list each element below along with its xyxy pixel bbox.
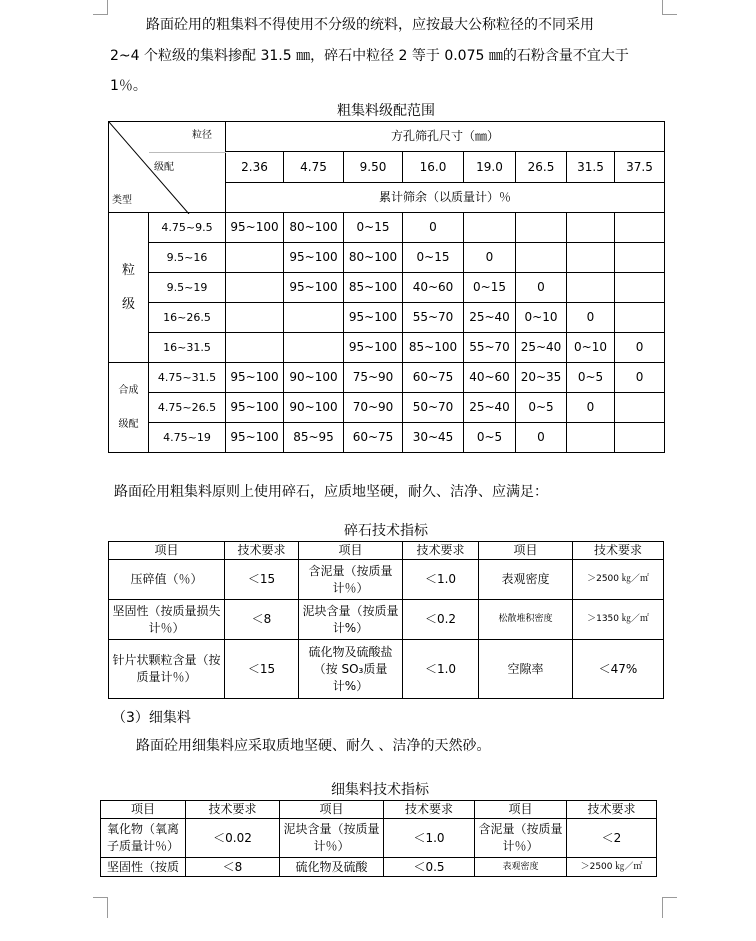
passing-value-cell: 95~100	[344, 303, 403, 333]
header-cell: 技术要求	[567, 801, 657, 819]
passing-value-cell	[567, 273, 615, 303]
passing-value-cell: 0	[516, 423, 567, 453]
requirement-cell: ＜0.02	[186, 819, 280, 858]
passing-value-cell	[226, 303, 284, 333]
passing-value-cell: 0~5	[567, 363, 615, 393]
header-cell: 项目	[479, 542, 573, 560]
passing-value-cell: 85~95	[284, 423, 344, 453]
fine_table-header-row	[101, 801, 657, 819]
passing-value-cell: 0	[464, 243, 516, 273]
item-cell: 表观密度	[475, 858, 567, 877]
passing-value-cell: 0	[567, 303, 615, 333]
grade-range-cell: 9.5~19	[149, 273, 226, 303]
item-cell: 坚固性（按质量损失计％）	[109, 600, 225, 640]
requirement-cell: ＜0.5	[384, 858, 475, 877]
sieve-size-cell: 31.5	[567, 152, 615, 183]
corner-header-cell	[109, 122, 226, 213]
item-cell: 硫化物及硫酸盐（按 SO₃质量计%）	[299, 640, 403, 699]
sieve-size-cell: 16.0	[403, 152, 464, 183]
header-cell: 项目	[101, 801, 186, 819]
section-fine-aggregate-heading: （3）细集料	[112, 710, 191, 726]
grading-row	[109, 243, 665, 273]
passing-value-cell: 55~70	[464, 333, 516, 363]
passing-value-cell	[464, 213, 516, 243]
grade-range-cell: 16~31.5	[149, 333, 226, 363]
grade-range-cell: 9.5~16	[149, 243, 226, 273]
passing-value-cell: 95~100	[226, 423, 284, 453]
requirement-cell: ＜0.2	[403, 600, 479, 640]
passing-value-cell: 0	[615, 333, 665, 363]
fine-table	[100, 800, 657, 877]
corner-mark-bottom-left	[93, 897, 108, 918]
grading-row	[109, 393, 665, 423]
gravel_table-row	[109, 560, 664, 600]
paragraph-coarse-aggregate: 路面砼用粗集料原则上使用碎石，应质地坚硬，耐久、洁净、应满足：	[114, 484, 548, 500]
item-cell: 压碎值（％）	[109, 560, 225, 600]
passing-value-cell	[516, 243, 567, 273]
passing-value-cell	[226, 273, 284, 303]
sieve-size-cell: 19.0	[464, 152, 516, 183]
requirement-cell: ＜15	[225, 560, 299, 600]
passing-value-cell: 0~5	[464, 423, 516, 453]
gravel-table	[108, 541, 664, 699]
passing-value-cell: 95~100	[284, 273, 344, 303]
passing-value-cell	[284, 333, 344, 363]
passing-value-cell: 0	[567, 393, 615, 423]
passing-value-cell	[567, 243, 615, 273]
sieve-size-header: 方孔筛孔尺寸（㎜）	[226, 122, 665, 152]
item-cell: 氧化物（氧离子质量计％）	[101, 819, 186, 858]
passing-value-cell: 50~70	[403, 393, 464, 423]
passing-value-cell	[516, 213, 567, 243]
passing-value-cell: 0~10	[567, 333, 615, 363]
passing-value-cell: 0~15	[344, 213, 403, 243]
requirement-cell: ＜8	[186, 858, 280, 877]
grade-range-cell: 4.75~19	[149, 423, 226, 453]
grade-range-cell: 4.75~9.5	[149, 213, 226, 243]
intro-line-2: 2~4 个粒级的集料掺配 31.5 ㎜，碎石中粒径 2 等于 0.075 ㎜的石粉含量不宜大于	[110, 48, 629, 64]
passing-value-cell: 30~45	[403, 423, 464, 453]
passing-value-cell: 95~100	[226, 393, 284, 423]
grading-table-caption: 粗集料级配范围	[337, 103, 435, 119]
passing-value-cell: 0~15	[464, 273, 516, 303]
item-cell: 含泥量（按质量计％）	[299, 560, 403, 600]
header-cell: 项目	[299, 542, 403, 560]
item-cell: 表观密度	[479, 560, 573, 600]
header-cell: 项目	[280, 801, 384, 819]
passing-value-cell: 60~75	[344, 423, 403, 453]
passing-value-cell: 40~60	[464, 363, 516, 393]
header-cell: 项目	[109, 542, 225, 560]
requirement-cell: ＜1.0	[403, 640, 479, 699]
gravel_table-header-row	[109, 542, 664, 560]
gravel_table-row	[109, 640, 664, 699]
passing-value-cell: 25~40	[516, 333, 567, 363]
item-cell: 含泥量（按质量计％）	[475, 819, 567, 858]
passing-value-cell: 90~100	[284, 393, 344, 423]
sieve-size-cell: 2.36	[226, 152, 284, 183]
passing-value-cell: 0	[403, 213, 464, 243]
corner-mark-top-left	[93, 0, 108, 15]
grading-row	[109, 333, 665, 363]
corner-label-size: 粒径	[192, 130, 212, 141]
header-cell: 技术要求	[403, 542, 479, 560]
corner-label-type: 类型	[112, 195, 132, 206]
passing-value-cell: 80~100	[284, 213, 344, 243]
item-cell: 坚固性（按质	[101, 858, 186, 877]
item-cell: 硫化物及硫酸	[280, 858, 384, 877]
header-cell: 技术要求	[384, 801, 475, 819]
passing-value-cell	[567, 213, 615, 243]
passing-value-cell: 60~75	[403, 363, 464, 393]
passing-value-cell: 20~35	[516, 363, 567, 393]
grade-range-cell: 4.75~26.5	[149, 393, 226, 423]
passing-value-cell: 95~100	[344, 333, 403, 363]
grading-table	[108, 121, 665, 453]
passing-value-cell: 85~100	[344, 273, 403, 303]
passing-value-cell: 55~70	[403, 303, 464, 333]
corner-mark-bottom-right	[662, 897, 677, 918]
grading-row	[109, 303, 665, 333]
passing-value-cell	[615, 423, 665, 453]
passing-value-cell: 0~10	[516, 303, 567, 333]
sieve-size-cell: 4.75	[284, 152, 344, 183]
passing-value-cell	[615, 273, 665, 303]
grading-row	[109, 273, 665, 303]
group-label-grade: 粒 级	[109, 213, 149, 363]
requirement-cell: ＜1.0	[403, 560, 479, 600]
gravel-table-caption: 碎石技术指标	[344, 523, 428, 539]
passing-value-cell: 25~40	[464, 303, 516, 333]
requirement-cell: ＜1.0	[384, 819, 475, 858]
passing-value-cell: 95~100	[226, 363, 284, 393]
requirement-cell: ＞2500 ㎏／㎡	[573, 560, 664, 600]
intro-line-3: 1％。	[110, 78, 147, 94]
requirement-cell: ＜2	[567, 819, 657, 858]
passing-value-cell: 95~100	[284, 243, 344, 273]
passing-value-cell: 40~60	[403, 273, 464, 303]
item-cell: 泥块含量（按质量计%）	[299, 600, 403, 640]
grading-row	[109, 363, 665, 393]
requirement-cell: ＞1350 ㎏／㎡	[573, 600, 664, 640]
sieve-size-cell: 26.5	[516, 152, 567, 183]
grade-range-cell: 16~26.5	[149, 303, 226, 333]
passing-value-cell	[615, 213, 665, 243]
item-cell: 泥块含量（按质量计％）	[280, 819, 384, 858]
passing-value-cell: 90~100	[284, 363, 344, 393]
fine_table-row	[101, 858, 657, 877]
passing-value-cell: 0	[516, 273, 567, 303]
gravel_table-row	[109, 600, 664, 640]
passing-value-cell: 0~15	[403, 243, 464, 273]
sieve-size-cell: 9.50	[344, 152, 403, 183]
grade-range-cell: 4.75~31.5	[149, 363, 226, 393]
passing-value-cell: 25~40	[464, 393, 516, 423]
grading-row	[109, 423, 665, 453]
intro-line-1: 路面砼用的粗集料不得使用不分级的统料，应按最大公称粒径的不同采用	[146, 17, 594, 33]
group-label-combined: 合成 级配	[109, 363, 149, 453]
grading-row	[109, 213, 665, 243]
item-cell: 针片状颗粒含量（按质量计％）	[109, 640, 225, 699]
passing-header: 累计筛余（以质量计）％	[226, 183, 665, 213]
passing-value-cell	[226, 333, 284, 363]
item-cell: 松散堆积密度	[479, 600, 573, 640]
paragraph-fine-aggregate: 路面砼用细集料应采取质地坚硬、耐久 、洁净的天然砂。	[136, 738, 491, 754]
passing-value-cell	[615, 393, 665, 423]
passing-value-cell	[615, 243, 665, 273]
passing-value-cell: 85~100	[403, 333, 464, 363]
passing-value-cell	[226, 243, 284, 273]
requirement-cell: ＜8	[225, 600, 299, 640]
fine-table-caption: 细集料技术指标	[331, 782, 429, 798]
requirement-cell: ＜47%	[573, 640, 664, 699]
passing-value-cell: 80~100	[344, 243, 403, 273]
fine_table-row	[101, 819, 657, 858]
passing-value-cell: 70~90	[344, 393, 403, 423]
header-cell: 技术要求	[573, 542, 664, 560]
item-cell: 空隙率	[479, 640, 573, 699]
passing-value-cell	[615, 303, 665, 333]
passing-value-cell	[567, 423, 615, 453]
sieve-size-cell: 37.5	[615, 152, 665, 183]
header-cell: 技术要求	[225, 542, 299, 560]
passing-value-cell: 0~5	[516, 393, 567, 423]
header-cell: 技术要求	[186, 801, 280, 819]
passing-value-cell: 0	[615, 363, 665, 393]
requirement-cell: ＞2500 ㎏／㎡	[567, 858, 657, 877]
passing-value-cell	[284, 303, 344, 333]
passing-value-cell: 95~100	[226, 213, 284, 243]
requirement-cell: ＜15	[225, 640, 299, 699]
header-cell: 项目	[475, 801, 567, 819]
passing-value-cell: 75~90	[344, 363, 403, 393]
corner-label-grade: 级配	[154, 162, 174, 173]
